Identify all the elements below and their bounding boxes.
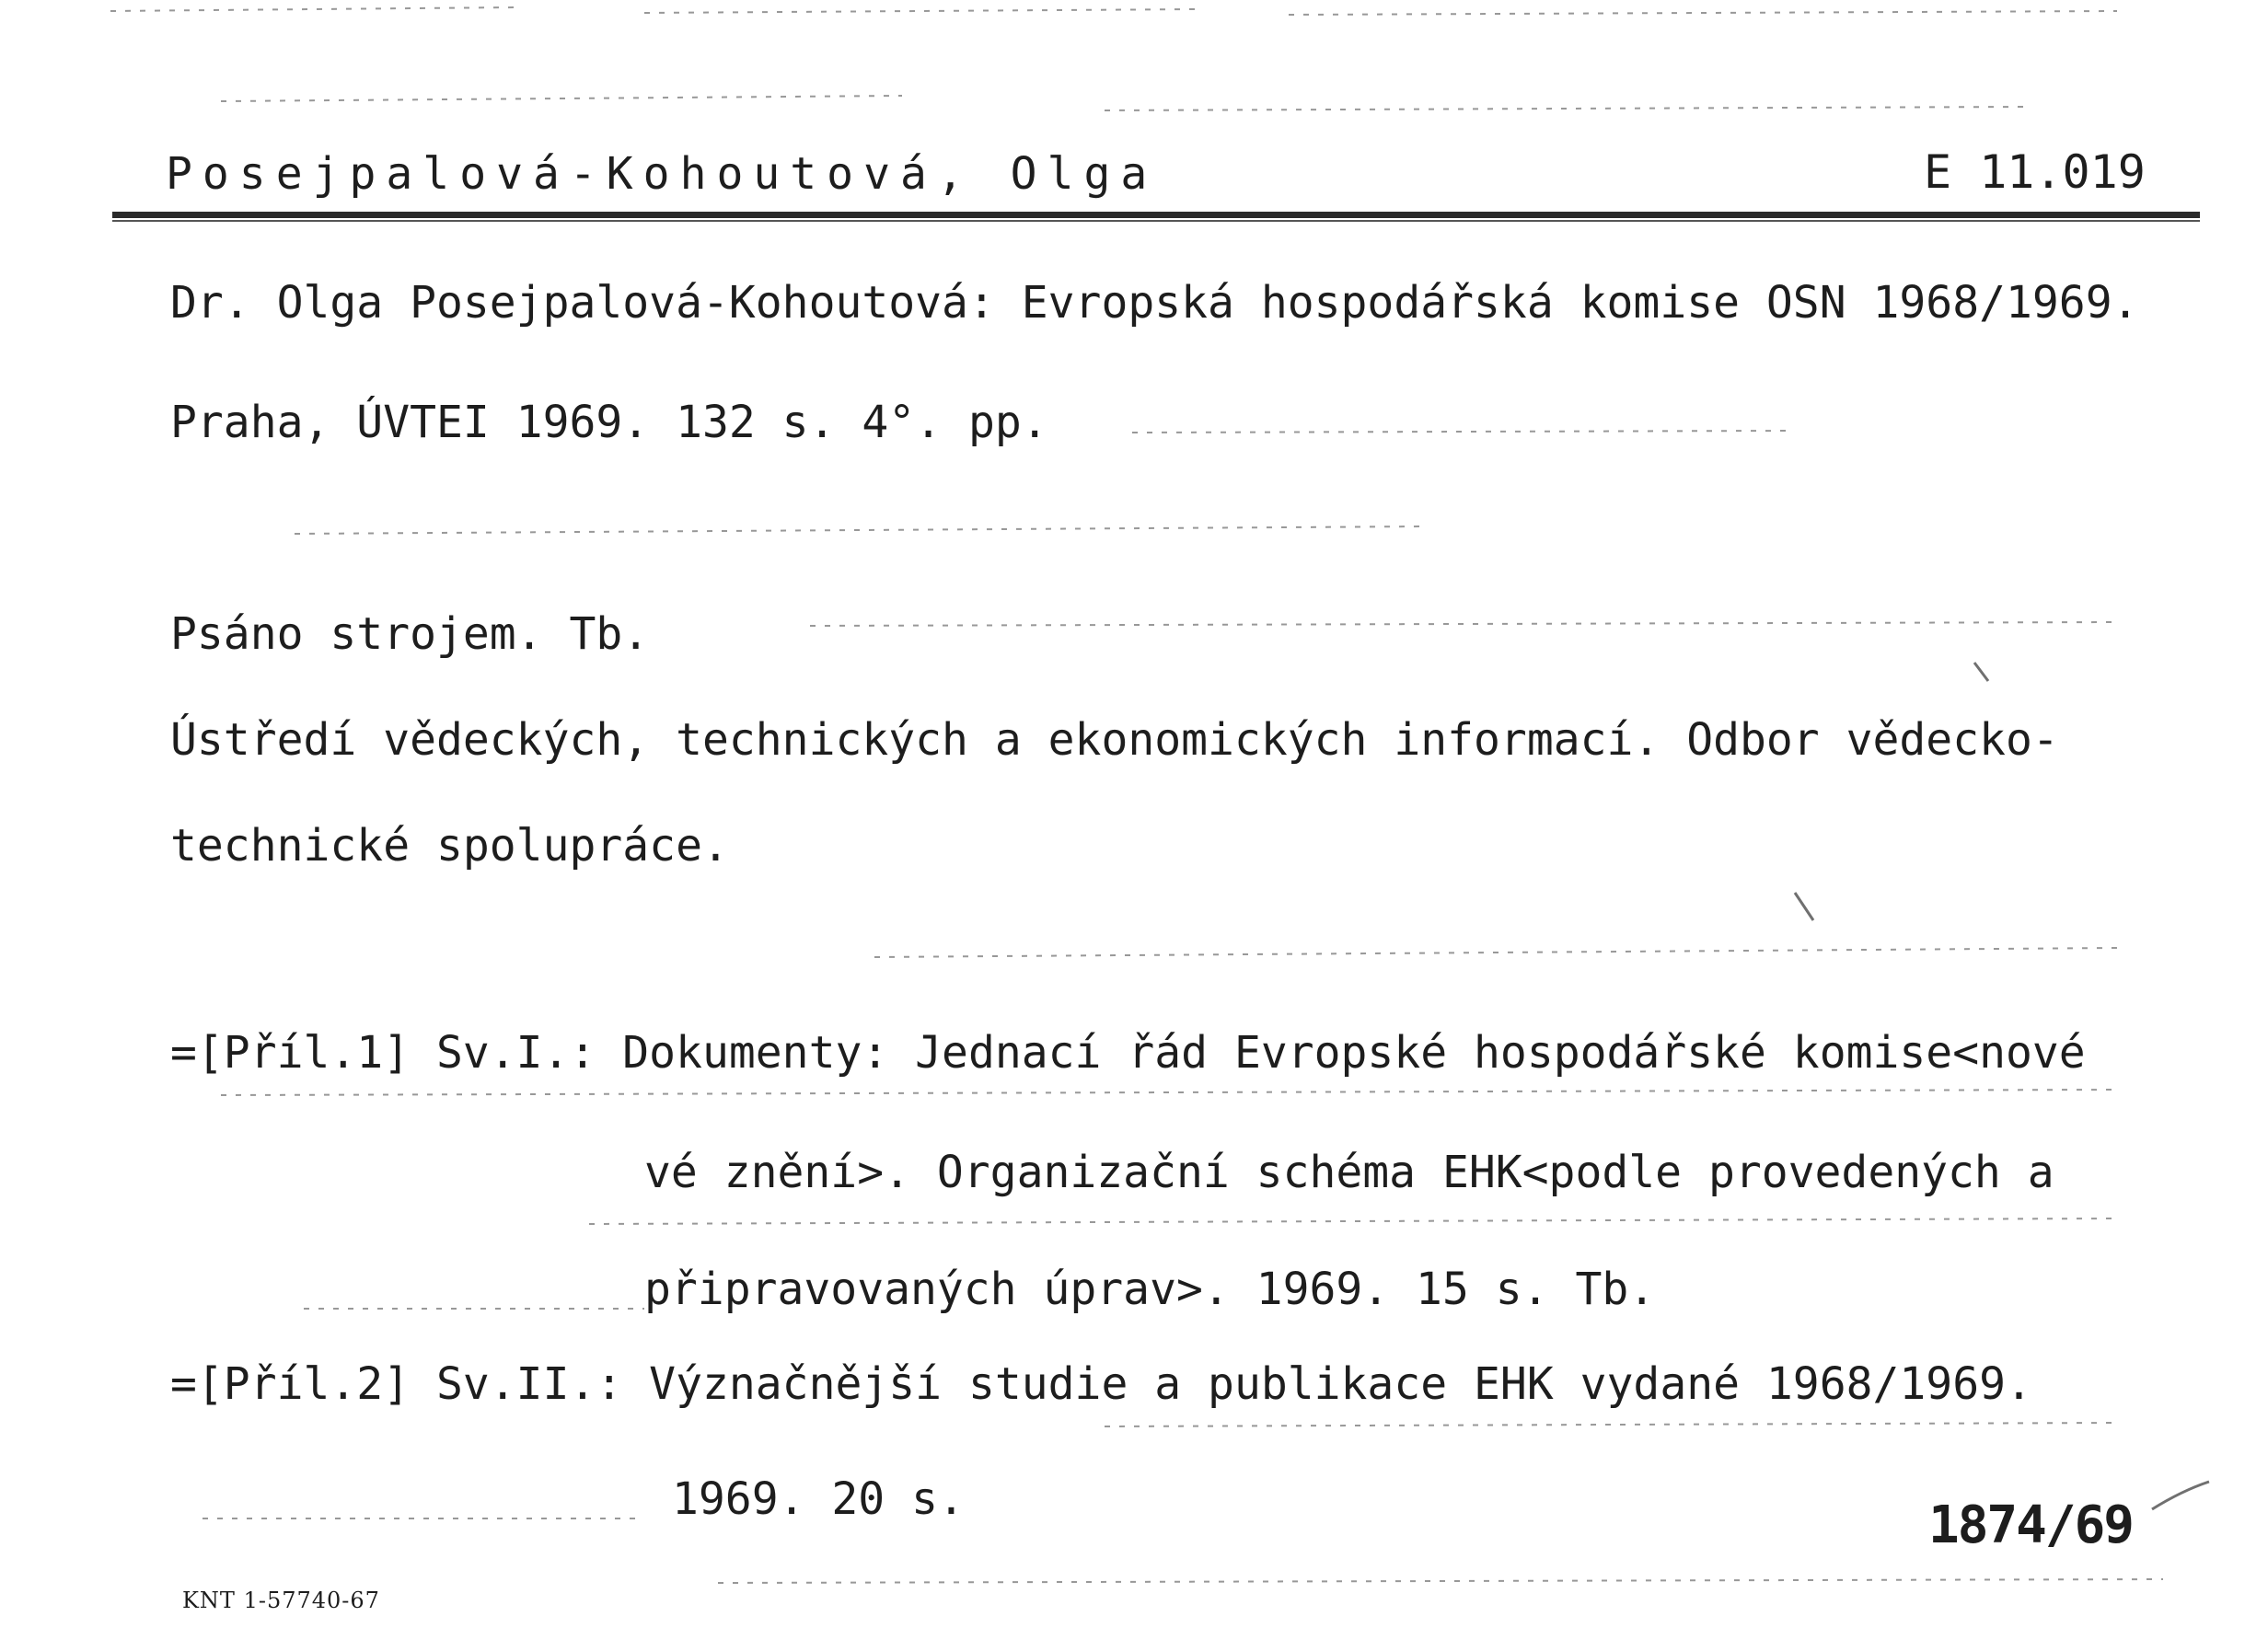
appendix-1-line-1: =[Příl.1] Sv.I.: Dokumenty: Jednací řád Evropské hospodářské komise<nové bbox=[170, 1027, 2086, 1079]
author-heading: Posejpalová-Kohoutová, Olga bbox=[166, 148, 1158, 200]
header-rule bbox=[112, 212, 2200, 218]
appendix-2-line-2: 1969. 20 s. bbox=[672, 1473, 965, 1525]
appendix-1-line-3: připravovaných úprav>. 1969. 15 s. Tb. bbox=[644, 1264, 1656, 1315]
imprint-line: Praha, ÚVTEI 1969. 132 s. 4°. pp. bbox=[170, 397, 1048, 448]
accession-number: 1874/69 bbox=[1928, 1495, 2134, 1555]
appendix-2-line-1: =[Příl.2] Sv.II.: Význačnější studie a publikace EHK vydané 1968/1969. bbox=[170, 1358, 2032, 1410]
card-print-code: KNT 1-57740-67 bbox=[182, 1588, 380, 1613]
call-number: E 11.019 bbox=[1924, 145, 2146, 199]
note-institution: Ústředí vědeckých, technických a ekonomických informací. Odbor vědecko- bbox=[170, 714, 2059, 766]
title-line: Dr. Olga Posejpalová-Kohoutová: Evropská hospodářská komise OSN 1968/1969. bbox=[170, 277, 2139, 329]
header-rule-secondary bbox=[112, 220, 2200, 222]
note-institution-cont: technické spolupráce. bbox=[170, 820, 729, 872]
appendix-1-line-2: vé znění>. Organizační schéma EHK<podle provedených a bbox=[644, 1147, 2054, 1198]
note-typescript: Psáno strojem. Tb. bbox=[170, 608, 650, 660]
